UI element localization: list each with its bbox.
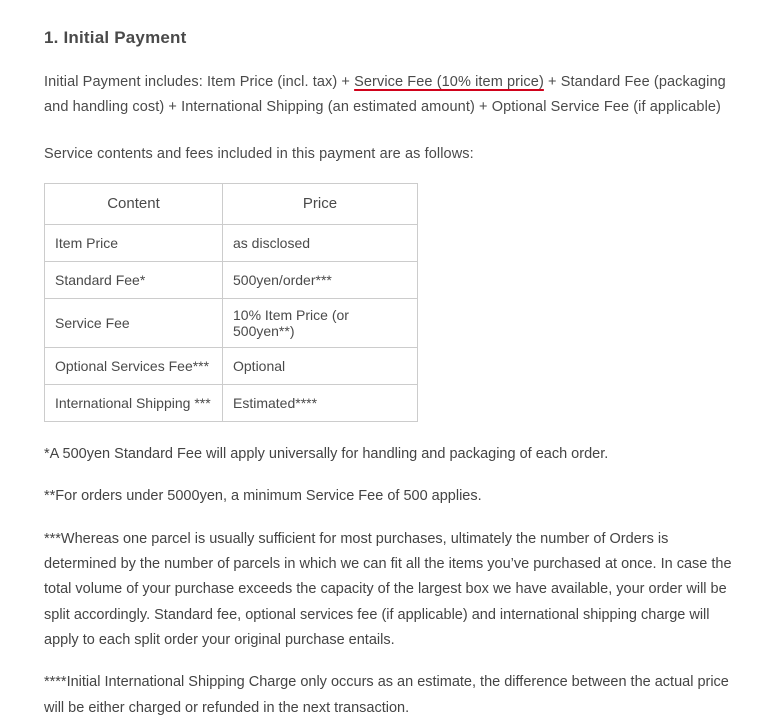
footnote-standard-fee: *A 500yen Standard Fee will apply universally for handling and packaging of each order.: [44, 445, 609, 462]
column-header-price: Price: [223, 183, 418, 224]
intro-text-before: Initial Payment includes: Item Price (incl. tax) +: [44, 74, 355, 90]
cell-price: 10% Item Price (or 500yen**): [223, 298, 418, 347]
footnote-split-orders: ***Whereas one parcel is usually sufficient for most purchases, ultimately the number of Orders is determined by the number of parcels in which we can fit all the items you’ve purchased at once. In case the total volume of your purchase exceeds the capacity of the largest box we have available, your order will be split accordingly. Standard fee, optional services fee (if applicable) and international shipping charge will apply to each split order your original purchase entails.: [44, 530, 732, 649]
column-header-content: Content: [45, 183, 223, 224]
table-row: [45, 261, 418, 298]
footnotes: [44, 442, 733, 721]
cell-content: International Shipping ***: [45, 384, 223, 421]
cell-price: as disclosed: [223, 224, 418, 261]
fee-table: [44, 183, 418, 422]
cell-content: Service Fee: [45, 298, 223, 347]
footnote-minimum-service-fee: **For orders under 5000yen, a minimum Service Fee of 500 applies.: [44, 488, 482, 505]
cell-content: Standard Fee*: [45, 261, 223, 298]
table-row: [45, 384, 418, 421]
service-contents-note: Service contents and fees included in this payment are as follows:: [44, 145, 474, 162]
table-row: [45, 224, 418, 261]
cell-content: Optional Services Fee***: [45, 347, 223, 384]
table-header-row: [45, 183, 418, 224]
cell-content: Item Price: [45, 224, 223, 261]
footnote-shipping-estimate: ****Initial International Shipping Charge only occurs as an estimate, the difference between the actual price will be either charged or refunded in the next transaction.: [44, 674, 729, 716]
page-title: 1. Initial Payment: [44, 28, 187, 47]
service-fee-highlight: Service Fee (10% item price): [354, 74, 544, 90]
cell-price: Estimated****: [223, 384, 418, 421]
cell-price: Optional: [223, 347, 418, 384]
initial-payment-description: [44, 70, 733, 120]
table-row: [45, 347, 418, 384]
table-row: [45, 298, 418, 347]
intro-text-after: + Standard Fee (packaging and handling cost) + International Shipping (an estimated amount) + Optional Service Fee (if applicable): [44, 74, 726, 115]
cell-price: 500yen/order***: [223, 261, 418, 298]
